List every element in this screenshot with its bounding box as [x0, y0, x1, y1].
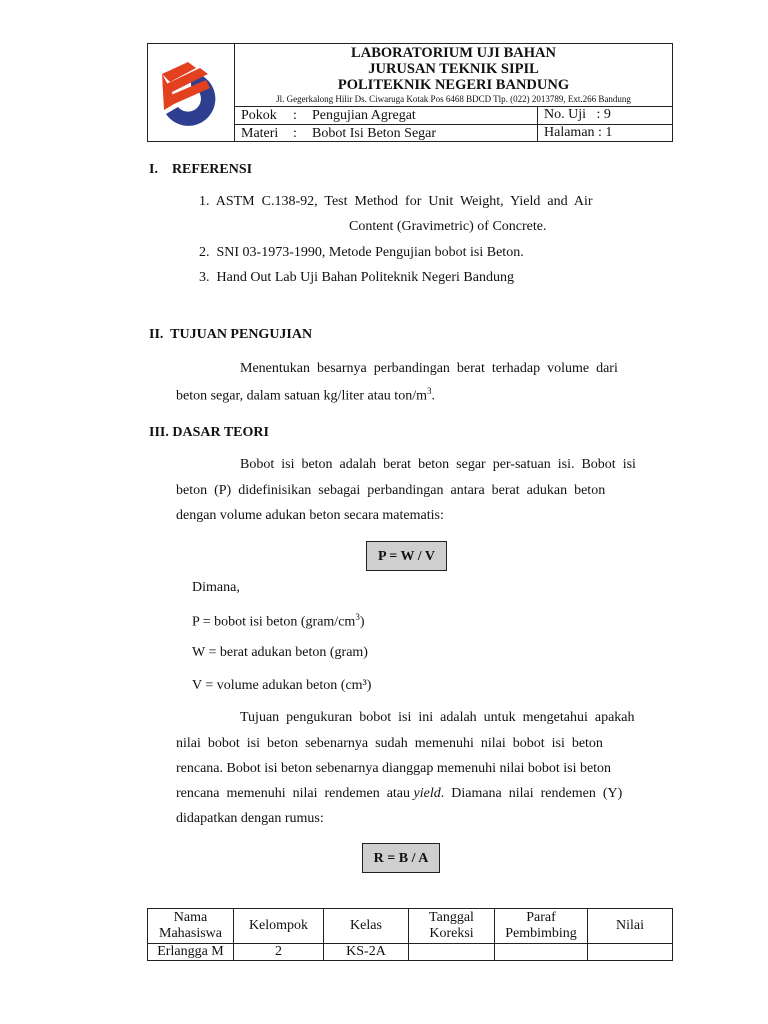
cell-kelas: KS-2A: [324, 944, 409, 961]
col-kelas: Kelas: [324, 909, 409, 944]
section-2-line-2: [176, 386, 435, 405]
lab-name: LABORATORIUM UJI BAHAN: [351, 45, 556, 61]
section-1-title: I. REFERENSI: [149, 162, 253, 177]
theory-p2-line-5: didapatkan dengan rumus:: [176, 811, 324, 826]
pokok-value: Pengujian Agregat: [312, 108, 416, 123]
definition-p-text: P = bobot isi beton (gram/cm: [192, 614, 356, 630]
definition-w: W = berat adukan beton (gram): [192, 645, 368, 660]
no-uji: No. Uji : 9: [537, 106, 674, 125]
theory-p2-line-2: nilai bobot isi beton sebenarnya sudah memenuhi nilai bobot isi beton: [176, 736, 603, 751]
definition-v: V = volume adukan beton (cm³): [192, 678, 372, 693]
cell-kelompok: 2: [234, 944, 324, 961]
pokok-label: Pokok: [241, 108, 277, 123]
definition-p-end: ): [359, 614, 365, 630]
col-nilai: Nilai: [588, 909, 673, 944]
reference-3: 3. Hand Out Lab Uji Bahan Politeknik Negeri Bandung: [199, 270, 514, 285]
superscript-3: 3: [426, 386, 432, 396]
theory-p2-line-4-end: . Diamana nilai rendemen (Y): [440, 786, 623, 801]
theory-p2-line-4-text: rencana memenuhi nilai rendemen atau: [176, 786, 414, 801]
school-address: Jl. Gegerkalong Hilir Ds. Ciwaruga Kotak Pos 6468 BDCD Tlp. (022) 2013789, Ext.266 Bandung: [276, 94, 631, 104]
pokok-colon: :: [293, 108, 297, 123]
cell-nilai: [588, 944, 673, 961]
document-header: [147, 43, 673, 142]
section-2-line-1: Menentukan besarnya perbandingan berat terhadap volume dari: [240, 361, 618, 376]
department-name: JURUSAN TEKNIK SIPIL: [368, 61, 539, 77]
cell-nama: Erlangga M: [148, 944, 234, 961]
theory-p1-line-1: Bobot isi beton adalah berat beton segar per-satuan isi. Bobot isi: [240, 457, 636, 472]
header-title-cell: [235, 44, 672, 107]
reference-1-line-1: 1. ASTM C.138-92, Test Method for Unit Weight, Yield and Air: [199, 194, 593, 209]
theory-p2-line-4: [176, 786, 622, 802]
header-row-pokok: [235, 107, 672, 125]
dimana-label: Dimana,: [192, 580, 240, 595]
section-2-line-2-text: beton segar, dalam satuan kg/liter atau ton/m: [176, 388, 427, 404]
theory-p2-line-3: rencana. Bobot isi beton sebenarnya dianggap memenuhi nilai bobot isi beton: [176, 761, 612, 776]
materi-label: Materi: [241, 126, 279, 141]
header-row-materi: [235, 125, 672, 142]
col-kelompok: Kelompok: [234, 909, 324, 944]
materi-colon: :: [293, 126, 297, 141]
theory-p1-line-3: dengan volume adukan beton secara matematis:: [176, 508, 444, 523]
superscript-3: 3: [355, 612, 360, 622]
section-2-line-2-end: .: [431, 388, 435, 404]
col-nama-mahasiswa: Nama Mahasiswa: [148, 909, 234, 944]
signature-table: [147, 908, 673, 961]
table-row: [148, 944, 673, 961]
definition-p: [192, 612, 364, 631]
logo-cell: [148, 44, 235, 141]
section-2-title: II. TUJUAN PENGUJIAN: [149, 327, 313, 342]
signature-table-header: [148, 909, 673, 944]
halaman: Halaman : 1: [537, 124, 674, 142]
reference-2: 2. SNI 03-1973-1990, Metode Pengujian bobot isi Beton.: [199, 245, 524, 260]
formula-r-b-a: R = B / A: [362, 843, 440, 873]
school-name: POLITEKNIK NEGERI BANDUNG: [337, 77, 570, 93]
col-tanggal-koreksi: Tanggal Koreksi: [409, 909, 495, 944]
polban-logo-icon: [148, 44, 234, 141]
section-3-title: III. DASAR TEORI: [149, 425, 269, 440]
yield-word: yield: [413, 786, 441, 801]
cell-tanggal: [409, 944, 495, 961]
materi-value: Bobot Isi Beton Segar: [312, 126, 437, 141]
reference-1-line-2: Content (Gravimetric) of Concrete.: [349, 219, 547, 234]
theory-p1-line-2: beton (P) didefinisikan sebagai perbandingan antara berat adukan beton: [176, 483, 606, 498]
cell-paraf: [495, 944, 588, 961]
theory-p2-line-1: Tujuan pengukuran bobot isi ini adalah untuk mengetahui apakah: [240, 710, 635, 725]
col-paraf-pembimbing: Paraf Pembimbing: [495, 909, 588, 944]
formula-p-w-v: P = W / V: [366, 541, 447, 571]
